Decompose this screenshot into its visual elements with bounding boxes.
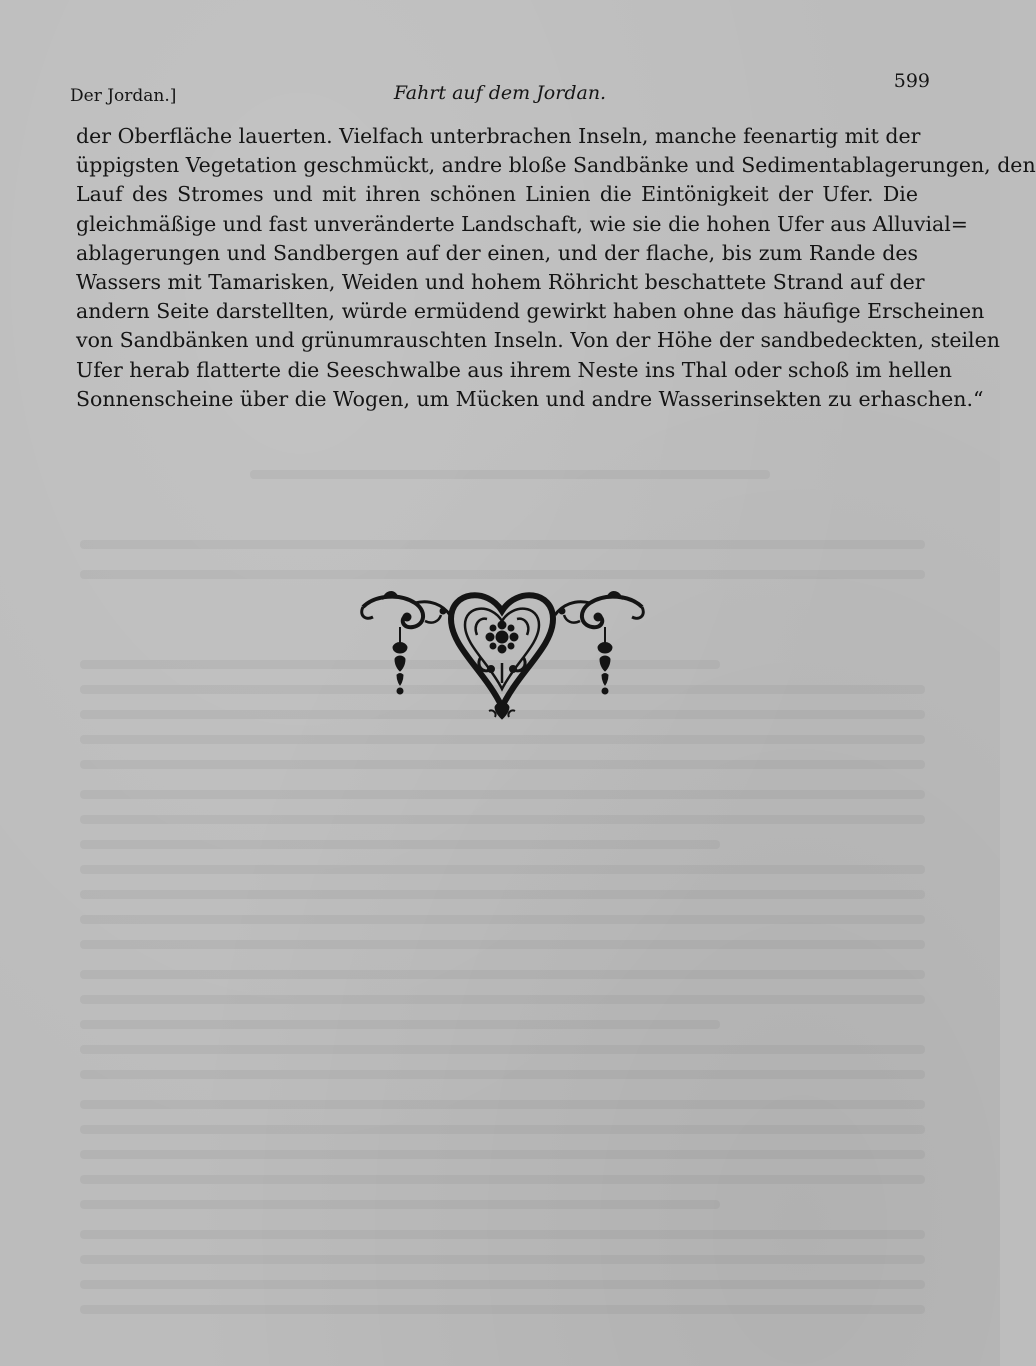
text-line: Ufer herab flatterte die Seeschwalbe aus ihrem Neste ins Thal oder schoß im hellen <box>76 357 952 382</box>
text-line: Lauf des Stromes und mit ihren schönen Linien die Eintönigkeit der Ufer. Die <box>76 182 918 207</box>
bleed-through-line <box>80 865 925 874</box>
text-line: üppigsten Vegetation geschmückt, andre bloße Sandbänke und Sedimentablagerungen, den <box>76 153 1036 178</box>
bleed-through-line <box>80 1230 925 1239</box>
bleed-through-line <box>80 815 925 824</box>
bleed-through-line <box>80 1175 925 1184</box>
text-line: Wassers mit Tamarisken, Weiden und hohem Röhricht beschattete Strand auf der <box>76 269 925 294</box>
bleed-through-line <box>80 1150 925 1159</box>
bleed-through-line <box>80 1045 925 1054</box>
bleed-through-line <box>80 970 925 979</box>
running-head-title: Fahrt auf dem Jordan. <box>393 82 607 104</box>
text-line: der Oberfläche lauerten. Vielfach unterbrachen Inseln, manche feenartig mit der <box>76 124 921 148</box>
running-head-section: Der Jordan.] <box>70 86 177 106</box>
text-line: gleichmäßige und fast unveränderte Landschaft, wie sie die hohen Ufer aus Alluvial= <box>76 211 968 236</box>
bleed-through-line <box>80 1280 925 1289</box>
bleed-through-line <box>80 915 925 924</box>
bleed-through-line <box>80 735 925 744</box>
bleed-through-line <box>80 1070 925 1079</box>
bleed-through-line <box>80 760 925 769</box>
bleed-through-line <box>80 1200 720 1209</box>
bleed-through-line <box>80 1100 925 1109</box>
body-paragraph <box>76 122 1036 414</box>
floral-tailpiece-ornament-icon <box>355 585 650 725</box>
running-head <box>70 70 930 112</box>
bleed-through-line <box>80 940 925 949</box>
bleed-through-line <box>80 540 925 549</box>
bleed-through-line <box>80 1305 925 1314</box>
page-number: 599 <box>893 70 930 92</box>
bleed-through-line <box>80 790 925 799</box>
bleed-through-line <box>250 470 770 479</box>
bleed-through-line <box>80 890 925 899</box>
bleed-through-line <box>80 1255 925 1264</box>
bleed-through-line <box>80 570 925 579</box>
bleed-through-line <box>80 1125 925 1134</box>
bleed-through-line <box>80 1020 720 1029</box>
text-line: ablagerungen und Sandbergen auf der einen, und der flache, bis zum Rande des <box>76 240 918 265</box>
text-line: Sonnenscheine über die Wogen, um Mücken und andre Wasserinsekten zu erhaschen.“ <box>76 386 984 411</box>
text-line: von Sandbänken und grünumrauschten Inseln. Von der Höhe der sandbedeckten, steilen <box>76 328 1000 353</box>
text-line: andern Seite darstellten, würde ermüdend gewirkt haben ohne das häufige Erscheinen <box>76 299 985 324</box>
bleed-through-line <box>80 840 720 849</box>
bleed-through-line <box>80 995 925 1004</box>
